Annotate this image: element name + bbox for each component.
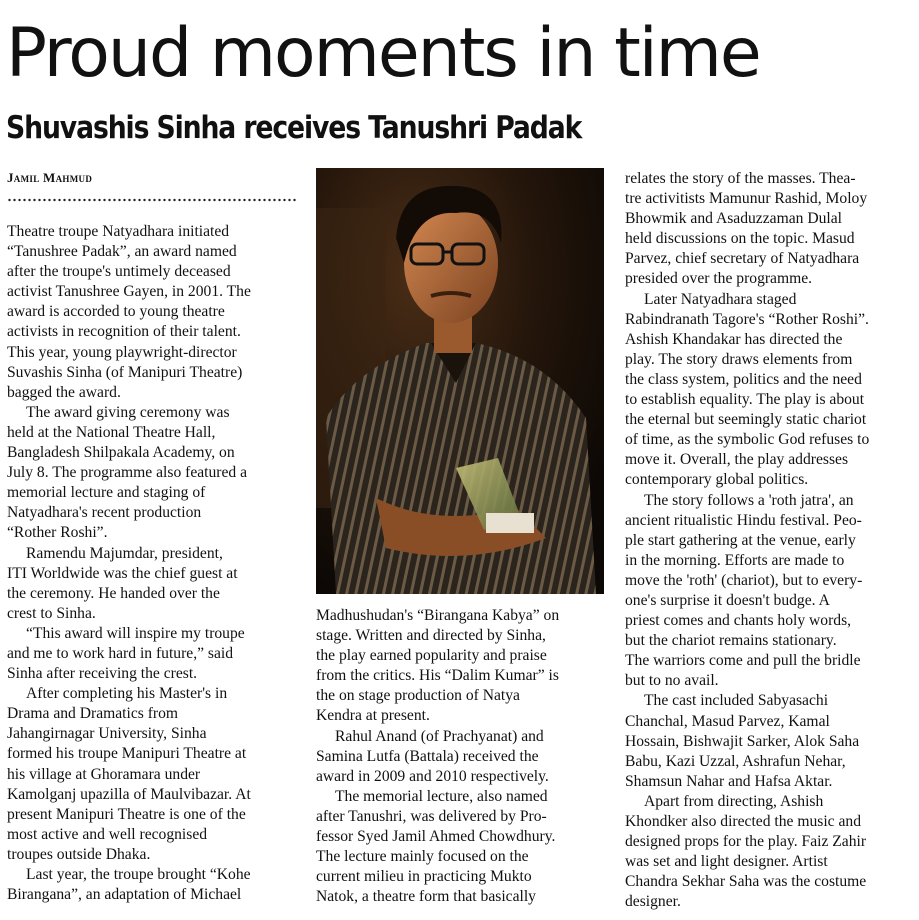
article-line: tre activitists Mamunur Rashid, Moloy (625, 190, 868, 208)
article-line: present Manipuri Theatre is one of the (7, 805, 246, 823)
article-line: but the chariot remains stationary. (625, 632, 837, 650)
article-line: After completing his Master's in (26, 685, 228, 703)
article-line: activists in recognition of their talent. (7, 323, 241, 341)
article-line: memorial lecture and staging of (7, 484, 206, 502)
article-line: held at the National Theatre Hall, (7, 423, 216, 441)
headline: Proud moments in time (6, 14, 760, 93)
article-line: July 8. The programme also featured a (7, 464, 248, 482)
article-line: “Tanushree Padak”, an award named (7, 243, 237, 261)
article-line: the ceremony. He handed over the (7, 584, 220, 602)
article-line: stage. Written and directed by Sinha, (316, 627, 546, 645)
article-line: Ashish Khandakar has directed the (625, 330, 843, 348)
byline-dotted-rule (7, 198, 296, 202)
article-line: Kamolganj upazilla of Maulvibazar. At (7, 785, 251, 803)
article-line: Birangana”, an adaptation of Michael (7, 886, 242, 904)
article-line: formed his troupe Manipuri Theatre at (7, 745, 247, 763)
article-line: to establish equality. The play is about (625, 391, 865, 409)
article-line: Rabindranath Tagore's “Rother Roshi”. (625, 310, 869, 328)
article-line: the play earned popularity and praise (316, 647, 547, 665)
article-line: “Rother Roshi”. (7, 524, 108, 542)
article-line: The warriors come and pull the bridle (625, 652, 861, 670)
article-line: the on stage production of Natya (316, 687, 520, 705)
article-line: in the morning. Efforts are made to (625, 551, 845, 569)
article-line: Madhushudan's “Birangana Kabya” on (316, 607, 560, 624)
article-line: Suvashis Sinha (of Manipuri Theatre) (7, 363, 243, 381)
subheadline: Shuvashis Sinha receives Tanushri Padak (6, 110, 582, 146)
article-line: crest to Sinha. (7, 604, 96, 622)
article-line: Rahul Anand (of Prachyanat) and (335, 727, 544, 745)
article-line: after Tanushri, was delivered by Pro- (316, 807, 547, 825)
article-line: Chandra Sekhar Saha was the costume (625, 873, 867, 891)
article-line: Bangladesh Shilpakala Academy, on (7, 444, 235, 462)
article-line: The lecture mainly focused on the (316, 848, 529, 866)
article-line: after the troupe's untimely deceased (7, 263, 231, 281)
article-line: Sinha after receiving the crest. (7, 665, 198, 683)
article-line: Shamsun Nahar and Hafsa Aktar. (625, 772, 833, 790)
article-line: award in 2009 and 2010 respectively. (316, 767, 549, 785)
article-line: Bhowmik and Asaduzzaman Dulal (625, 210, 842, 228)
article-line: Natok, a theatre form that basically (316, 888, 536, 906)
article-line: Drama and Dramatics from (7, 705, 179, 723)
article-line: Jahangirnagar University, Sinha (7, 725, 207, 743)
article-line: troupes outside Dhaka. (7, 845, 151, 863)
article-line: but to no avail. (625, 672, 719, 690)
article-line: current milieu in practicing Mukto (316, 868, 532, 886)
article-line: Parvez, chief secretary of Natyadhara (625, 250, 860, 268)
article-line: designed props for the play. Faiz Zahir (625, 833, 867, 851)
article-line: Apart from directing, Ashish (644, 792, 824, 810)
article-line: from the critics. His “Dalim Kumar” is (316, 667, 559, 685)
article-line: Ramendu Majumdar, president, (26, 544, 223, 562)
article-line: fessor Syed Jamil Ahmed Chowdhury. (316, 828, 556, 846)
article-line: “This award will inspire my troupe (26, 624, 245, 642)
article-line: Kendra at present. (316, 707, 430, 725)
article-line: Later Natyadhara staged (644, 290, 797, 308)
article-line: held discussions on the topic. Masud (625, 230, 855, 248)
article-line: and me to work hard in future,” said (7, 644, 234, 662)
article-line: The cast included Sabyasachi (644, 692, 829, 710)
article-line: Last year, the troupe brought “Kohe (26, 866, 251, 883)
article-line: one's surprise it doesn't budge. A (625, 591, 830, 609)
article-line: Samina Lutfa (Battala) received the (316, 747, 539, 765)
article-line: ancient ritualistic Hindu festival. Peo- (625, 511, 862, 529)
article-line: This year, young playwright-director (7, 343, 237, 361)
article-line: priest comes and chants holy words, (625, 612, 852, 630)
article-column-3 (625, 169, 917, 912)
article-line: Khondker also directed the music and (625, 813, 862, 830)
article-line: of time, as the symbolic God refuses to (625, 431, 870, 449)
article-line: ITI Worldwide was the chief guest at (7, 564, 238, 582)
article-line: presided over the programme. (625, 270, 813, 288)
portrait-photo-image (316, 168, 604, 594)
article-line: bagged the award. (7, 383, 121, 401)
article-line: contemporary global politics. (625, 471, 809, 489)
article-column-1 (7, 222, 299, 905)
article-line: the class system, politics and the need (625, 370, 862, 388)
byline: Jamil Mahmud (7, 170, 93, 185)
portrait-photo (316, 168, 604, 594)
article-column-2 (316, 606, 606, 907)
article-line: Chanchal, Masud Parvez, Kamal (625, 712, 830, 730)
article-line: award is accorded to young theatre (7, 303, 225, 321)
article-line: play. The story draws elements from (625, 350, 853, 368)
article-line: The award giving ceremony was (26, 403, 230, 421)
article-line: move the 'roth' (chariot), but to every- (625, 571, 863, 589)
article-line: designer. (625, 893, 681, 911)
article-line: Babu, Kazi Uzzal, Ashrafun Nehar, (625, 752, 846, 770)
article-line: the eternal but seemingly static chariot (625, 411, 867, 429)
article-line: was set and light designer. Artist (625, 853, 828, 871)
article-line: Hossain, Bishwajit Sarker, Alok Saha (625, 732, 860, 750)
article-line: Theatre troupe Natyadhara initiated (7, 223, 230, 240)
article-line: Natyadhara's recent production (7, 504, 202, 522)
article-line: ple start gathering at the venue, early (625, 531, 856, 549)
article-line: activist Tanushree Gayen, in 2001. The (7, 283, 251, 301)
article-line: move it. Overall, the play addresses (625, 451, 849, 469)
article-line: The memorial lecture, also named (335, 787, 548, 805)
article-line: The story follows a 'roth jatra', an (644, 491, 854, 509)
article-line: his village at Ghoramara under (7, 765, 201, 783)
article-line: relates the story of the masses. Thea- (625, 170, 856, 187)
article-line: most active and well recognised (7, 825, 208, 843)
